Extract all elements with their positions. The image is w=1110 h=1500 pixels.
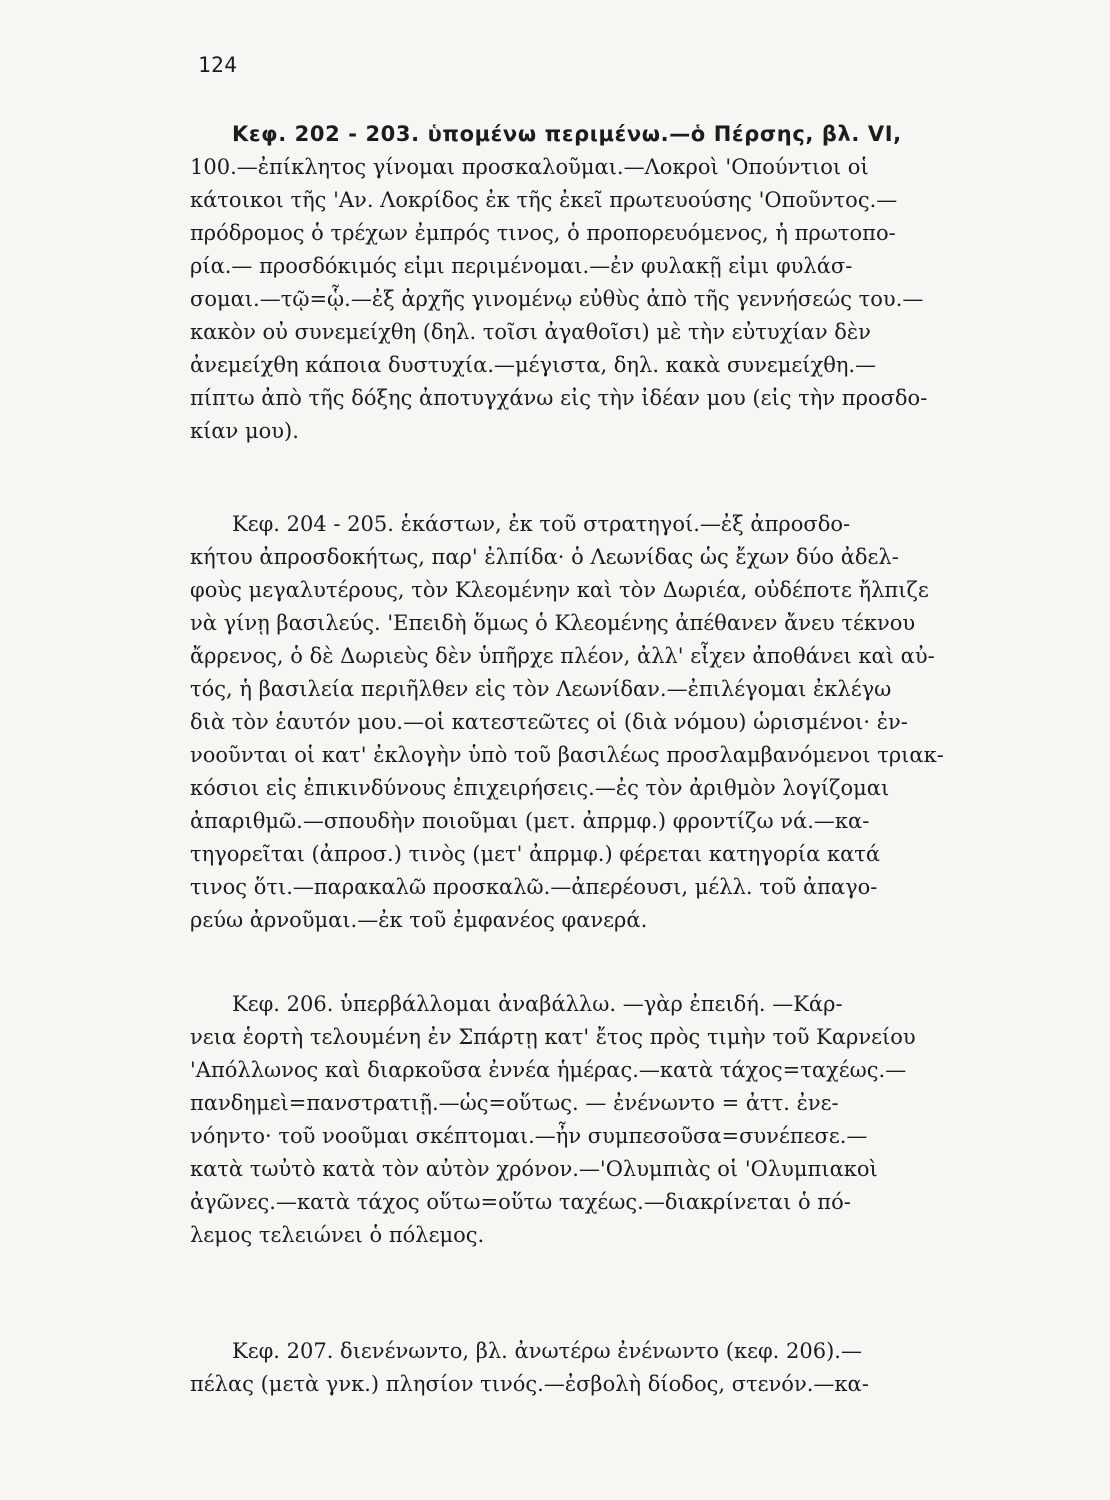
commentary-paragraph [190, 118, 1045, 448]
text-line: κήτου ἀπροσδοκήτως, παρ' ἐλπίδα· ὁ Λεωνίδας ὡς ἔχων δύο ἀδελ- [190, 545, 899, 569]
text-line: ἄρρενος, ὁ δὲ Δωριεὺς δὲν ὑπῆρχε πλέον, ἀλλ' εἶχεν ἀποθάνει καὶ αὐ- [190, 644, 935, 668]
text-line: νοοῦνται οἱ κατ' ἐκλογὴν ὑπὸ τοῦ βασιλέως προσλαμβανόμενοι τριακ- [190, 743, 944, 767]
text-line: ἀγῶνες.—κατὰ τάχος οὕτω=οὕτω ταχέως.—διακρίνεται ὁ πό- [190, 1190, 851, 1214]
text-line: κάτοικοι τῆς 'Αν. Λοκρίδος ἐκ τῆς ἐκεῖ πρωτευούσης 'Οποῦντος.— [190, 188, 898, 212]
text-line: κακὸν οὐ συνεμείχθη (δηλ. τοῖσι ἀγαθοῖσι) μὲ τὴν εὐτυχίαν δὲν [190, 320, 871, 344]
text-line: κόσιοι εἰς ἐπικινδύνους ἐπιχειρήσεις.—ἐς τὸν ἀριθμὸν λογίζομαι [190, 776, 890, 800]
text-line: πανδημεὶ=πανστρατιῇ.—ὡς=οὕτως. — ἐνένωντο = ἀττ. ἐνε- [190, 1091, 839, 1115]
text-line: διὰ τὸν ἑαυτόν μου.—οἱ κατεστεῶτες οἱ (διὰ νόμου) ὡρισμένοι· ἐν- [190, 710, 908, 734]
text-line: νὰ γίνῃ βασιλεύς. 'Επειδὴ ὅμως ὁ Κλεομένης ἀπέθανεν ἄνευ τέκνου [190, 611, 916, 635]
text-line: νεια ἑορτὴ τελουμένη ἐν Σπάρτῃ κατ' ἔτος πρὸς τιμὴν τοῦ Καρνείου [190, 1025, 916, 1049]
text-line: τός, ἡ βασιλεία περιῆλθεν εἰς τὸν Λεωνίδαν.—ἐπιλέγομαι ἐκλέγω [190, 677, 892, 701]
commentary-paragraph [190, 1335, 1045, 1401]
text-line: ἀνεμείχθη κάποια δυστυχία.—μέγιστα, δηλ. κακὰ συνεμείχθη.— [190, 353, 877, 377]
text-line: πίπτω ἀπὸ τῆς δόξης ἀποτυγχάνω εἰς τὴν ἰδέαν μου (εἰς τὴν προσδο- [190, 386, 928, 410]
text-line: τηγορεῖται (ἀπροσ.) τινὸς (μετ' ἀπρμφ.) φέρεται κατηγορία κατά [190, 842, 881, 866]
text-line: ρία.— προσδόκιμός εἰμι περιμένομαι.—ἐν φυλακῇ εἰμι φυλάσ- [190, 254, 853, 278]
text-line: τινος ὅτι.—παρακαλῶ προσκαλῶ.—ἀπερέουσι, μέλλ. τοῦ ἀπαγο- [190, 875, 878, 899]
page-number: 124 [198, 53, 238, 77]
text-line: ρεύω ἀρνοῦμαι.—ἐκ τοῦ ἐμφανέος φανερά. [190, 908, 648, 932]
text-line: Κεφ. 207. διενένωντο, βλ. ἀνωτέρω ἐνένωντο (κεφ. 206).— [232, 1339, 862, 1363]
text-line: λεμος τελειώνει ὁ πόλεμος. [190, 1223, 485, 1247]
commentary-paragraph [190, 988, 1045, 1252]
text-line: Κεφ. 204 - 205. ἑκάστων, ἐκ τοῦ στρατηγοί.—ἐξ ἀπροσδο- [232, 512, 851, 536]
text-line: 100.—ἐπίκλητος γίνομαι προσκαλοῦμαι.—Λοκροὶ 'Οπούντιοι οἱ [190, 155, 869, 179]
text-line: Κεφ. 206. ὑπερβάλλομαι ἀναβάλλω. —γὰρ ἐπειδή. —Κάρ- [232, 992, 843, 1016]
text-line: πέλας (μετὰ γνκ.) πλησίον τινός.—ἐσβολὴ δίοδος, στενόν.—κα- [190, 1372, 869, 1396]
text-line: ἀπαριθμῶ.—σπουδὴν ποιοῦμαι (μετ. ἀπρμφ.) φροντίζω νά.—κα- [190, 809, 870, 833]
text-line: κατὰ τωὐτὸ κατὰ τὸν αὐτὸν χρόνον.—'Ολυμπιὰς οἱ 'Ολυμπιακοὶ [190, 1157, 878, 1181]
text-line: 'Απόλλωνος καὶ διαρκοῦσα ἐννέα ἡμέρας.—κατὰ τάχος=ταχέως.— [190, 1058, 907, 1082]
text-line: νόηντο· τοῦ νοοῦμαι σκέπτομαι.—ἦν συμπεσοῦσα=συνέπεσε.— [190, 1124, 868, 1148]
commentary-paragraph [190, 508, 1045, 937]
text-line: φοὺς μεγαλυτέρους, τὸν Κλεομένην καὶ τὸν Δωριέα, οὐδέποτε ἤλπιζε [190, 578, 929, 602]
text-line: Κεφ. 202 - 203. ὑπομένω περιμένω.—ὁ Πέρσης, βλ. VI, [232, 122, 902, 146]
text-line: σομαι.—τῷ=ᾧ.—ἐξ ἀρχῆς γινομένῳ εὐθὺς ἀπὸ τῆς γεννήσεώς του.— [190, 287, 924, 311]
text-line: κίαν μου). [190, 419, 299, 443]
text-line: πρόδρομος ὁ τρέχων ἐμπρός τινος, ὁ προπορευόμενος, ἡ πρωτοπο- [190, 221, 896, 245]
